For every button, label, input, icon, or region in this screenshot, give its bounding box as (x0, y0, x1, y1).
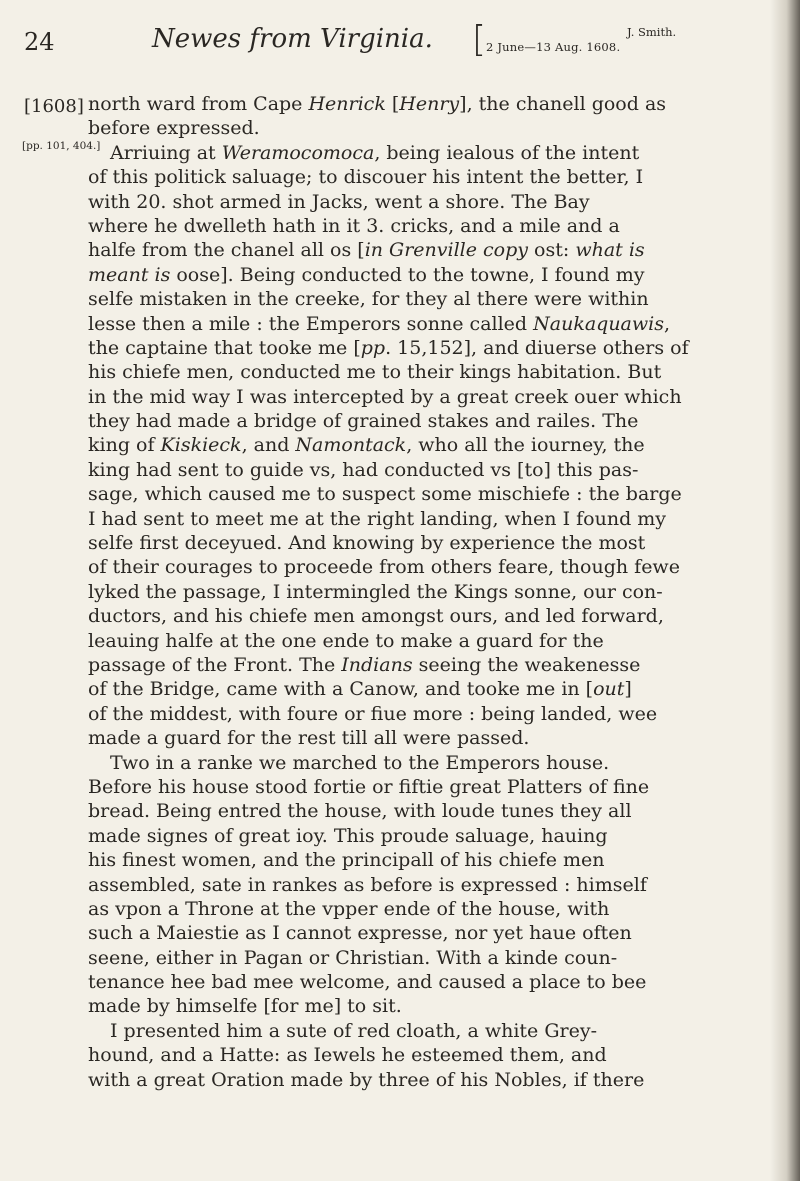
text-line: made signes of great ioy. This proude saluage, hauing (88, 824, 608, 847)
text-line: hound, and a Hatte: as Iewels he esteemed them, and (88, 1044, 607, 1067)
text-line: king of Kiskieck, and Namontack, who all the iourney, the (88, 434, 645, 457)
text-line: king had sent to guide vs, had conducted vs [to] this pas- (88, 458, 639, 481)
text-line: assembled, sate in rankes as before is expressed : himself (88, 873, 647, 896)
bracket-glyph: [ (472, 19, 487, 60)
text-line: with 20. shot armed in Jacks, went a shore. The Bay (88, 190, 590, 213)
text-line: seene, either in Pagan or Christian. With a kinde coun- (88, 946, 618, 969)
text-line: lesse then a mile : the Emperors sonne called Naukaquawis, (88, 312, 671, 335)
text-line: made by himselfe [for me] to sit. (88, 995, 402, 1018)
text-line: sage, which caused me to suspect some mischiefe : the barge (88, 483, 682, 506)
text-line: of the middest, with foure or fiue more : being landed, wee (88, 702, 658, 725)
text-line: halfe from the chanel all os [in Grenville copy ost: what is (88, 239, 645, 262)
text-line: his chiefe men, conducted me to their kings habitation. But (88, 361, 662, 384)
text-line: lyked the passage, I intermingled the Kings sonne, our con- (88, 580, 663, 603)
text-line: passage of the Front. The Indians seeing the weakenesse (88, 653, 641, 676)
text-line: of this politick saluage; to discouer his intent the better, I (88, 166, 644, 189)
body-text (88, 92, 778, 1092)
running-title: Newes from Virginia. (152, 24, 433, 54)
text-line: meant is oose]. Being conducted to the towne, I found my (88, 263, 645, 286)
text-line: the captaine that tooke me [pp. 15,152], and diuerse others of (88, 336, 689, 359)
text-line: before expressed. (88, 117, 260, 140)
header-dates: 2 June—13 Aug. 1608. (486, 40, 621, 54)
text-line: north ward from Cape Henrick [Henry], the chanell good as (88, 93, 667, 115)
header-reference (472, 19, 772, 60)
text-line: tenance hee bad mee welcome, and caused a place to bee (88, 971, 647, 994)
text-line: ductors, and his chiefe men amongst ours, and led forward, (88, 605, 664, 628)
text-line: leauing halfe at the one ende to make a guard for the (88, 629, 604, 652)
text-line: bread. Being entred the house, with loude tunes they all (88, 800, 632, 823)
text-line: selfe first deceyued. And knowing by experience the most (88, 532, 646, 555)
text-line: in the mid way I was intercepted by a great creek ouer which (88, 385, 682, 408)
page-number: 24 (24, 28, 55, 56)
text-line: Before his house stood fortie or fiftie great Platters of fine (88, 775, 650, 798)
text-line: of the Bridge, came with a Canow, and tooke me in [out] (88, 678, 632, 701)
text-line: selfe mistaken in the creeke, for they al there were within (88, 288, 649, 311)
text-line: such a Maiestie as I cannot expresse, nor yet haue often (88, 922, 632, 945)
margin-year: [1608] (24, 96, 84, 117)
margin-page-reference: [pp. 101, 404.] (22, 140, 101, 152)
text-line: his finest women, and the principall of his chiefe men (88, 849, 605, 872)
text-line: of their courages to proceede from others feare, though fewe (88, 556, 680, 579)
text-line: with a great Oration made by three of his Nobles, if there (88, 1068, 645, 1091)
text-line: I had sent to meet me at the right landing, when I found my (88, 507, 667, 530)
text-line: as vpon a Throne at the vpper ende of the house, with (88, 897, 610, 920)
page-header (24, 19, 764, 64)
text-line: Two in a ranke we marched to the Emperors house. (110, 751, 610, 774)
header-author: J. Smith. (627, 25, 677, 39)
text-line: I presented him a sute of red cloath, a white Grey- (110, 1019, 597, 1042)
text-line: where he dwelleth hath in it 3. cricks, and a mile and a (88, 214, 620, 237)
text-line: Arriuing at Weramocomoca, being iealous of the intent (110, 141, 640, 164)
text-line: they had made a bridge of grained stakes and railes. The (88, 410, 639, 433)
page-edge-shadow (770, 0, 800, 1181)
text-line: made a guard for the rest till all were passed. (88, 727, 530, 750)
